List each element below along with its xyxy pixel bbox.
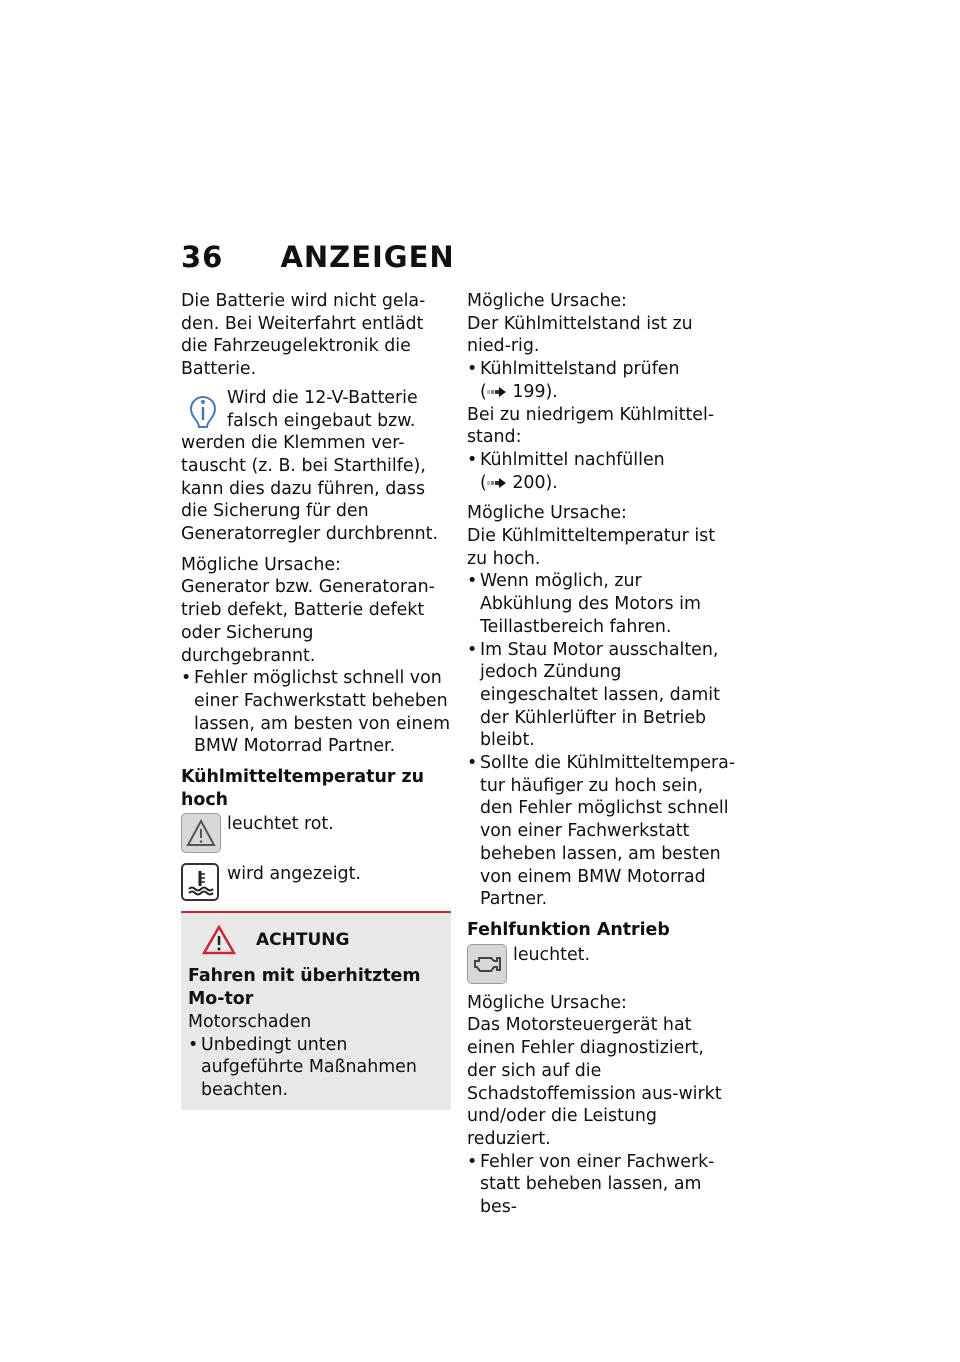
page-reference-arrow-icon bbox=[487, 477, 507, 489]
bullet-text: Kühlmittelstand prüfen bbox=[480, 359, 680, 380]
cause3-label: Mögliche Ursache: bbox=[467, 992, 627, 1013]
low-coolant-label: Bei zu niedrigem Kühlmittel-stand: bbox=[467, 404, 715, 448]
cause-label: Mögliche Ursache: bbox=[181, 554, 341, 575]
page-header bbox=[181, 240, 455, 274]
cause3-text: Das Motorsteuergerät hat einen Fehler diagnostiziert, der sich auf die Schadstoffemission aus-wirkt und/oder die Leistung reduziert. bbox=[467, 1015, 722, 1149]
list-item: • Kühlmittel nachfüllen ( 200). bbox=[467, 449, 737, 494]
list-item: • Kühlmittelstand prüfen ( 199). bbox=[467, 358, 737, 403]
list-item: • Fehler möglichst schnell von einer Fachwerkstatt beheben lassen, am besten von einem BMW Motorrad Partner. bbox=[181, 667, 451, 758]
coolant-temperature-icon bbox=[181, 863, 219, 901]
lamp-row-engine bbox=[467, 944, 737, 984]
list-item: • Im Stau Motor ausschalten, jedoch Zündung eingeschaltet lassen, damit der Kühlerlüfter in Betrieb bleibt. bbox=[467, 639, 737, 753]
engine-check-icon bbox=[467, 944, 507, 984]
info-note bbox=[181, 387, 451, 546]
lamp-row-warning bbox=[181, 813, 451, 853]
lamp1-text: leuchtet rot. bbox=[227, 814, 334, 835]
section-title-coolant: Kühlmitteltemperatur zu hoch bbox=[181, 767, 424, 810]
page-reference[interactable]: 200). bbox=[512, 472, 558, 493]
cause1-text: Der Kühlmittelstand ist zu nied-rig. bbox=[467, 313, 693, 357]
lamp2-text: wird angezeigt. bbox=[227, 864, 361, 885]
page-title: ANZEIGEN bbox=[280, 240, 455, 274]
warning-box bbox=[181, 911, 451, 1109]
warning-bullet: • Unbedingt unten aufgeführte Maßnahmen beachten. bbox=[188, 1034, 443, 1102]
battery-text: Die Batterie wird nicht gela-den. Bei Weiterfahrt entlädt die Fahrzeugelektronik die Batterie. bbox=[181, 291, 426, 380]
warning-consequence: Motorschaden bbox=[188, 1011, 312, 1032]
info-text-a: Wird die 12-V-Batterie falsch eingebaut bzw. bbox=[227, 387, 418, 431]
warning-heading: Fahren mit überhitztem Mo-tor bbox=[188, 966, 421, 1010]
warning-icon bbox=[202, 925, 236, 955]
list-item: • Wenn möglich, zur Abkühlung des Motors im Teillastbereich fahren. bbox=[467, 570, 737, 638]
engine-lamp-text: leuchtet. bbox=[513, 944, 591, 965]
page-reference-arrow-icon bbox=[487, 386, 507, 398]
page-number: 36 bbox=[181, 240, 224, 274]
lamp-row-coolant bbox=[181, 863, 451, 901]
page-reference[interactable]: 199). bbox=[512, 381, 558, 402]
list-item: • Fehler von einer Fachwerk-statt beheben lassen, am bes- bbox=[467, 1151, 737, 1219]
cause2-text: Die Kühlmitteltemperatur ist zu hoch. bbox=[467, 526, 716, 569]
info-icon bbox=[181, 387, 225, 431]
cause1-label: Mögliche Ursache: bbox=[467, 291, 627, 311]
list-item: • Sollte die Kühlmitteltempera-tur häufiger zu hoch sein, den Fehler möglichst schnell von einer Fachwerkstatt beheben lassen, am besten von einem BMW Motorrad Partner. bbox=[467, 752, 737, 911]
section-title-drive: Fehlfunktion Antrieb bbox=[467, 919, 670, 940]
warning-title: ACHTUNG bbox=[256, 930, 350, 951]
left-column bbox=[181, 290, 451, 1110]
warning-triangle-icon bbox=[181, 813, 221, 853]
right-column bbox=[467, 290, 737, 1219]
info-text-b: werden die Klemmen ver-tauscht (z. B. bei Starthilfe), kann dies dazu führen, dass die Sicherung für den Generatorregler durchbrennt. bbox=[181, 433, 439, 545]
cause-text: Generator bzw. Generatoran-trieb defekt, Batterie defekt oder Sicherung durchgebrannt. bbox=[181, 577, 435, 666]
cause2-label: Mögliche Ursache: bbox=[467, 503, 627, 524]
bullet-text: Kühlmittel nachfüllen bbox=[480, 449, 665, 470]
